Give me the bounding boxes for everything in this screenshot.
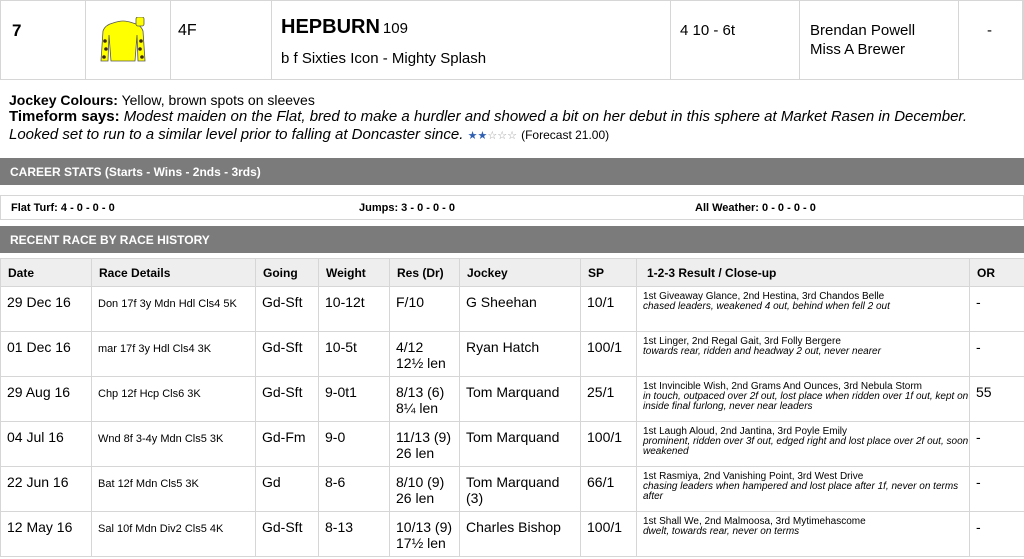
- race-or: -: [970, 467, 1024, 512]
- race-sp: 10/1: [581, 287, 637, 332]
- beaten-distance: 12½ len: [396, 355, 446, 371]
- race-details[interactable]: Wnd 8f 3-4y Mdn Cls5 3K: [92, 422, 256, 467]
- weight: 4 10 - 6t: [680, 22, 736, 39]
- career-stats-row: [0, 195, 1024, 220]
- race-or: -: [970, 512, 1024, 557]
- race-closeup: [637, 512, 970, 557]
- race-or: -: [970, 287, 1024, 332]
- race-jockey: Tom Marquand: [460, 377, 581, 422]
- race-date: 12 May 16: [1, 512, 92, 557]
- history-row: [1, 422, 1024, 467]
- placings: 1st Laugh Aloud, 2nd Jantina, 3rd Poyle Emily: [643, 426, 848, 437]
- race-or: -: [970, 332, 1024, 377]
- history-row: [1, 332, 1024, 377]
- race-jockey: Ryan Hatch: [460, 332, 581, 377]
- runner-header: [0, 0, 1024, 80]
- age-sex-cell: [171, 1, 272, 79]
- race-going: Gd-Fm: [256, 422, 319, 467]
- race-sp: 100/1: [581, 422, 637, 467]
- age-sex: 4F: [178, 22, 197, 39]
- closeup-comment: chasing leaders when hampered and lost place after 1f, never on terms after: [643, 481, 959, 502]
- race-closeup: [637, 467, 970, 512]
- col-race-details: Race Details: [92, 259, 256, 287]
- col-sp: SP: [581, 259, 637, 287]
- race-weight: 10-12t: [319, 287, 390, 332]
- race-going: Gd: [256, 467, 319, 512]
- forecast-price: (Forecast 21.00): [521, 128, 610, 142]
- finish-position: 11/13 (9): [396, 429, 451, 445]
- col-going: Going: [256, 259, 319, 287]
- race-going: Gd-Sft: [256, 512, 319, 557]
- silk-cell: [86, 1, 171, 79]
- finish-position: 8/13 (6): [396, 384, 445, 400]
- race-jockey: G Sheehan: [460, 287, 581, 332]
- star-empty-icon: ☆: [487, 130, 498, 142]
- history-row: [1, 287, 1024, 332]
- closeup-comment: prominent, ridden over 3f out, edged right and lost place over 2f out, soon weakened: [643, 436, 969, 457]
- weight-cell: [671, 1, 800, 79]
- race-details[interactable]: Don 17f 3y Mdn Hdl Cls4 5K: [92, 287, 256, 332]
- race-weight: 8-13: [319, 512, 390, 557]
- jockey-trainer-cell: [800, 1, 959, 79]
- trainer-name[interactable]: Miss A Brewer: [810, 41, 906, 58]
- race-closeup: [637, 287, 970, 332]
- finish-position: 10/13 (9): [396, 519, 453, 535]
- closeup-comment: chased leaders, weakened 4 out, behind when fell 2 out: [643, 301, 890, 312]
- race-closeup: [637, 377, 970, 422]
- star-filled-icon: ★: [477, 130, 488, 142]
- horse-name-cell: [272, 1, 671, 79]
- race-history-table: [0, 258, 1024, 557]
- race-result: [390, 332, 460, 377]
- race-result: [390, 377, 460, 422]
- finish-position: F/10: [396, 294, 425, 310]
- closeup-comment: in touch, outpaced over 2f out, lost place when ridden over 1f out, kept on inside final furlong, never near leaders: [643, 391, 969, 412]
- jumps-stats: Jumps: 3 - 0 - 0 - 0: [359, 202, 455, 214]
- history-row: [1, 467, 1024, 512]
- race-weight: 8-6: [319, 467, 390, 512]
- race-sp: 100/1: [581, 512, 637, 557]
- race-or: -: [970, 422, 1024, 467]
- race-date: 04 Jul 16: [1, 422, 92, 467]
- race-sp: 66/1: [581, 467, 637, 512]
- beaten-distance: 17½ len: [396, 535, 446, 551]
- col-or: OR: [970, 259, 1024, 287]
- race-going: Gd-Sft: [256, 332, 319, 377]
- race-date: 22 Jun 16: [1, 467, 92, 512]
- race-sp: 25/1: [581, 377, 637, 422]
- race-result: [390, 512, 460, 557]
- race-or: 55: [970, 377, 1024, 422]
- race-going: Gd-Sft: [256, 377, 319, 422]
- timeform-text: Modest maiden on the Flat, bred to make a hurdler and showed a bit on her debut in this sphere at Market Rasen in December. Looked set to run to a similar level prior to falling at Doncaster since.: [9, 108, 968, 143]
- history-column-headers: [1, 259, 1024, 287]
- star-filled-icon: ★: [467, 130, 478, 142]
- jockey-silks-icon: [93, 17, 153, 67]
- race-jockey: Tom Marquand: [460, 422, 581, 467]
- race-date: 01 Dec 16: [1, 332, 92, 377]
- closeup-comment: dwelt, towards rear, never on terms: [643, 526, 800, 537]
- placings: 1st Shall We, 2nd Malmoosa, 3rd Mytimehascome: [643, 516, 866, 527]
- jockey-colours-value: Yellow, brown spots on sleeves: [121, 92, 315, 108]
- race-closeup: [637, 422, 970, 467]
- col-date: Date: [1, 259, 92, 287]
- placings: 1st Linger, 2nd Regal Gait, 3rd Folly Bergere: [643, 336, 841, 347]
- star-empty-icon: ☆: [497, 130, 508, 142]
- finish-position: 8/10 (9): [396, 474, 445, 490]
- race-details[interactable]: Bat 12f Mdn Cls5 3K: [92, 467, 256, 512]
- col-result-draw: Res (Dr): [390, 259, 460, 287]
- col-jockey: Jockey: [460, 259, 581, 287]
- jockey-name[interactable]: Brendan Powell: [810, 22, 916, 39]
- pedigree: b f Sixties Icon - Mighty Splash: [281, 50, 487, 67]
- history-row: [1, 512, 1024, 557]
- beaten-distance: 26 len: [396, 490, 435, 506]
- race-result: [390, 467, 460, 512]
- race-date: 29 Dec 16: [1, 287, 92, 332]
- beaten-distance: 8¼ len: [396, 400, 439, 416]
- jockey-colours-label: Jockey Colours:: [9, 92, 118, 108]
- col-result-closeup: 1-2-3 Result / Close-up: [637, 259, 970, 287]
- jockey-colours-line: [9, 92, 1019, 108]
- horse-name-line: [281, 16, 408, 39]
- star-rating: [468, 126, 517, 143]
- runner-comment: [9, 92, 1019, 145]
- race-result: [390, 287, 460, 332]
- race-closeup: [637, 332, 970, 377]
- placings: 1st Rasmiya, 2nd Vanishing Point, 3rd West Drive: [643, 471, 864, 482]
- runner-number: 7: [12, 21, 22, 40]
- col-weight: Weight: [319, 259, 390, 287]
- timeform-line: [9, 108, 1019, 145]
- race-going: Gd-Sft: [256, 287, 319, 332]
- race-details[interactable]: Chp 12f Hcp Cls6 3K: [92, 377, 256, 422]
- placings: 1st Giveaway Glance, 2nd Hestina, 3rd Chandos Belle: [643, 291, 885, 302]
- flat-turf-stats: Flat Turf: 4 - 0 - 0 - 0: [11, 202, 115, 214]
- race-jockey: Charles Bishop: [460, 512, 581, 557]
- race-weight: 9-0t1: [319, 377, 390, 422]
- star-empty-icon: ☆: [507, 130, 517, 142]
- race-sp: 100/1: [581, 332, 637, 377]
- finish-position: 4/12: [396, 339, 424, 355]
- race-result: [390, 422, 460, 467]
- placings: 1st Invincible Wish, 2nd Grams And Ounces, 3rd Nebula Storm: [643, 381, 923, 392]
- timeform-label: Timeform says:: [9, 108, 120, 125]
- race-details[interactable]: Sal 10f Mdn Div2 Cls5 4K: [92, 512, 256, 557]
- all-weather-stats: All Weather: 0 - 0 - 0 - 0: [695, 202, 816, 214]
- horse-name[interactable]: HEPBURN: [281, 16, 380, 38]
- career-stats-header: CAREER STATS (Starts - Wins - 2nds - 3rds): [0, 158, 1024, 185]
- race-jockey: Tom Marquand (3): [460, 467, 581, 512]
- official-rating: -: [987, 22, 992, 39]
- race-history-header: RECENT RACE BY RACE HISTORY: [0, 226, 1024, 253]
- official-rating-cell: [959, 1, 1023, 79]
- closeup-comment: towards rear, ridden and headway 2 out, never nearer: [643, 346, 881, 357]
- history-row: [1, 377, 1024, 422]
- race-date: 29 Aug 16: [1, 377, 92, 422]
- race-weight: 9-0: [319, 422, 390, 467]
- runner-number-cell: [1, 1, 86, 79]
- horse-rating: 109: [382, 20, 408, 37]
- race-weight: 10-5t: [319, 332, 390, 377]
- race-details[interactable]: mar 17f 3y Hdl Cls4 3K: [92, 332, 256, 377]
- beaten-distance: 26 len: [396, 445, 435, 461]
